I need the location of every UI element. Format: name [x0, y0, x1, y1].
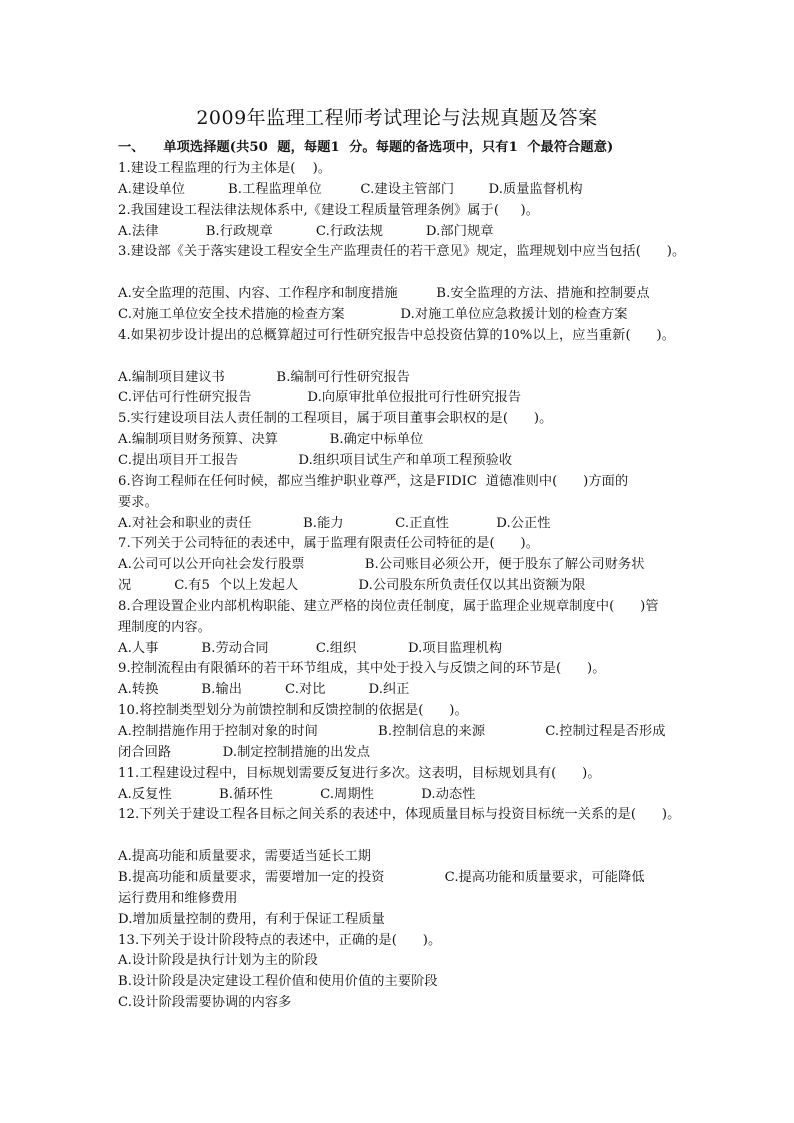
text-line: A.对社会和职业的责任 B.能力 C.正直性 D.公正性: [118, 515, 551, 531]
text-line: 2.我国建设工程法律法规体系中,《建设工程质量管理条例》属于( )。: [118, 202, 540, 218]
text-line: 1.建设工程监理的行为主体是( )。: [118, 161, 332, 176]
text-line: A.人事 B.劳动合同 C.组织 D.项目监理机构: [118, 640, 503, 656]
text-line: 13.下列关于设计阶段特点的表述中，正确的是( )。: [118, 932, 442, 948]
text-line: B.提高功能和质量要求，需要增加一定的投资 C.提高功能和质量要求，可能降低: [118, 869, 645, 885]
text-line: A.转换 B.输出 C.对比 D.纠正: [118, 682, 410, 698]
text-line: C.对施工单位安全技术措施的检查方案 D.对施工单位应急救援计划的检查方案: [118, 307, 628, 322]
text-line: A.编制项目建议书 B.编制可行性研究报告: [118, 369, 411, 385]
text-line: 11.工程建设过程中，目标规划需要反复进行多次。这表明，目标规划具有( )。: [118, 765, 601, 781]
text-line: A.反复性 B.循环性 C.周期性 D.动态性: [118, 786, 476, 802]
text-line: C.评估可行性研究报告 D.向原审批单位报批可行性研究报告: [118, 390, 522, 406]
text-line: 12.下列关于建设工程各目标之间关系的表述中，体现质量目标与投资目标统一关系的是( )。: [118, 807, 681, 823]
text-line: 4.如果初步设计提出的总概算超过可行性研究报告中总投资估算的10%以上，应当重新( )。: [118, 327, 675, 343]
text-line: A.公司可以公开向社会发行股票 B.公司账目必须公开，便于股东了解公司财务状: [118, 557, 645, 573]
section-header: 一、 单项选择题(共50 题，每题1 分。每题的备选项中，只有1 个最符合题意): [118, 140, 614, 155]
text-line: A.建设单位 B.工程监理单位 C.建设主管部门 D.质量监督机构: [118, 181, 583, 197]
text-line: 3.建设部《关于落实建设工程安全生产监理责任的若干意见》规定，监理规划中应当包括( )。: [118, 244, 686, 260]
text-line: 运行费用和维修费用: [118, 890, 238, 906]
text-line: B.设计阶段是决定建设工程价值和使用价值的主要阶段: [118, 974, 438, 990]
text-line: A.编制项目财务预算、决算 B.确定中标单位: [118, 432, 424, 448]
text-line: A.法律 B.行政规章 C.行政法规 D.部门规章: [118, 223, 494, 239]
text-line: 6.咨询工程师在任何时候，都应当维护职业尊严，这是FIDIC 道德准则中( )方面的: [118, 473, 629, 489]
text-line: A.设计阶段是执行计划为主的阶段: [118, 953, 318, 969]
text-line: 况 C.有5 个以上发起人 D.公司股东所负责任仅以其出资额为限: [118, 578, 586, 593]
text-line: A.提高功能和质量要求，需要适当延长工期: [118, 849, 372, 865]
text-line: 7.下列关于公司特征的表述中，属于监理有限责任公司特征的是( )。: [118, 536, 540, 552]
text-line: C.设计阶段需要协调的内容多: [118, 995, 292, 1010]
text-line: 闭合回路 D.制定控制措施的出发点: [118, 744, 371, 760]
text-line: 10.将控制类型划分为前馈控制和反馈控制的依据是( )。: [118, 703, 468, 719]
text-line: 8.合理设置企业内部机构职能、建立严格的岗位责任制度，属于监理企业规章制度中( )管: [118, 598, 659, 614]
text-line: 理制度的内容。: [118, 619, 212, 635]
document-title: 2009年监理工程师考试理论与法规真题及答案: [196, 107, 598, 129]
text-line: 9.控制流程由有限循环的若干环节组成，其中处于投入与反馈之间的环节是( )。: [118, 661, 606, 677]
text-line: A.控制措施作用于控制对象的时间 B.控制信息的来源 C.控制过程是否形成: [118, 724, 666, 739]
text-line: D.增加质量控制的费用，有利于保证工程质量: [118, 911, 385, 927]
text-line: 5.实行建设项目法人责任制的工程项目，属于项目董事会职权的是( )。: [118, 411, 553, 427]
text-line: 要求。: [118, 494, 158, 510]
text-line: A.安全监理的范围、内容、工作程序和制度措施 B.安全监理的方法、措施和控制要点: [118, 286, 650, 302]
text-line: C.提出项目开工报告 D.组织项目试生产和单项工程预验收: [118, 452, 513, 468]
